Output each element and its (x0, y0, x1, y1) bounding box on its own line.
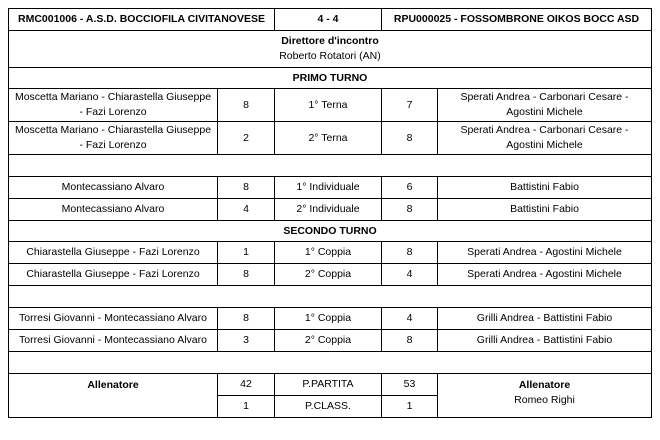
home-score: 8 (218, 177, 275, 199)
home-coach-label: Allenatore (9, 374, 218, 418)
away-partita: 53 (382, 374, 438, 396)
away-players: Battistini Fabio (438, 177, 652, 199)
home-players: Moscetta Mariano - Chiarastella Giuseppe - Fazi Lorenzo (9, 122, 218, 155)
class-label: P.CLASS. (275, 396, 382, 418)
home-class: 1 (218, 396, 275, 418)
round-title-row (9, 221, 652, 242)
match-row (9, 199, 652, 221)
partita-label: P.PARTITA (275, 374, 382, 396)
first-round-title: PRIMO TURNO (9, 68, 652, 89)
spacer-cell (9, 155, 652, 177)
home-score: 8 (218, 89, 275, 122)
home-score: 4 (218, 199, 275, 221)
director-label: Direttore d'incontro (281, 35, 379, 47)
match-row (9, 177, 652, 199)
away-score: 4 (382, 308, 438, 330)
away-score: 8 (382, 122, 438, 155)
second-round-title: SECONDO TURNO (9, 221, 652, 242)
away-score: 8 (382, 330, 438, 352)
away-class: 1 (382, 396, 438, 418)
game-type: 1° Individuale (275, 177, 382, 199)
away-players: Grilli Andrea - Battistini Fabio (438, 308, 652, 330)
home-partita: 42 (218, 374, 275, 396)
footer-row-partita (9, 374, 652, 396)
away-score: 8 (382, 199, 438, 221)
director-row (9, 31, 652, 68)
game-type: 2° Coppia (275, 264, 382, 286)
round-title-row (9, 68, 652, 89)
away-score: 6 (382, 177, 438, 199)
match-score: 4 - 4 (275, 9, 382, 31)
away-players: Grilli Andrea - Battistini Fabio (438, 330, 652, 352)
director-cell (9, 31, 652, 68)
game-type: 1° Coppia (275, 242, 382, 264)
match-row (9, 242, 652, 264)
match-row (9, 308, 652, 330)
game-type: 2° Individuale (275, 199, 382, 221)
home-score: 8 (218, 264, 275, 286)
away-score: 7 (382, 89, 438, 122)
home-score: 3 (218, 330, 275, 352)
home-score: 8 (218, 308, 275, 330)
away-team: RPU000025 - FOSSOMBRONE OIKOS BOCC ASD (382, 9, 652, 31)
home-players: Torresi Giovanni - Montecassiano Alvaro (9, 308, 218, 330)
away-players: Sperati Andrea - Agostini Michele (438, 242, 652, 264)
home-players: Chiarastella Giuseppe - Fazi Lorenzo (9, 242, 218, 264)
match-row (9, 122, 652, 155)
away-coach-label: Allenatore (518, 379, 571, 391)
director-name: Roberto Rotatori (AN) (279, 50, 381, 62)
match-row (9, 264, 652, 286)
away-coach-name: Romeo Righi (514, 394, 575, 406)
away-players: Sperati Andrea - Agostini Michele (438, 264, 652, 286)
spacer-cell (9, 352, 652, 374)
away-score: 4 (382, 264, 438, 286)
away-score: 8 (382, 242, 438, 264)
spacer-row (9, 286, 652, 308)
match-row (9, 330, 652, 352)
spacer-cell (9, 286, 652, 308)
header-row (9, 9, 652, 31)
home-score: 2 (218, 122, 275, 155)
home-players: Moscetta Mariano - Chiarastella Giuseppe - Fazi Lorenzo (9, 89, 218, 122)
match-report-table (8, 8, 652, 418)
away-players: Battistini Fabio (438, 199, 652, 221)
home-team: RMC001006 - A.S.D. BOCCIOFILA CIVITANOVESE (9, 9, 275, 31)
game-type: 1° Terna (275, 89, 382, 122)
home-players: Montecassiano Alvaro (9, 177, 218, 199)
away-players: Sperati Andrea - Carbonari Cesare - Agostini Michele (438, 89, 652, 122)
home-players: Torresi Giovanni - Montecassiano Alvaro (9, 330, 218, 352)
home-score: 1 (218, 242, 275, 264)
match-row (9, 89, 652, 122)
home-players: Montecassiano Alvaro (9, 199, 218, 221)
away-coach-cell (438, 374, 652, 418)
away-players: Sperati Andrea - Carbonari Cesare - Agostini Michele (438, 122, 652, 155)
game-type: 2° Coppia (275, 330, 382, 352)
game-type: 1° Coppia (275, 308, 382, 330)
game-type: 2° Terna (275, 122, 382, 155)
home-players: Chiarastella Giuseppe - Fazi Lorenzo (9, 264, 218, 286)
spacer-row (9, 352, 652, 374)
spacer-row (9, 155, 652, 177)
